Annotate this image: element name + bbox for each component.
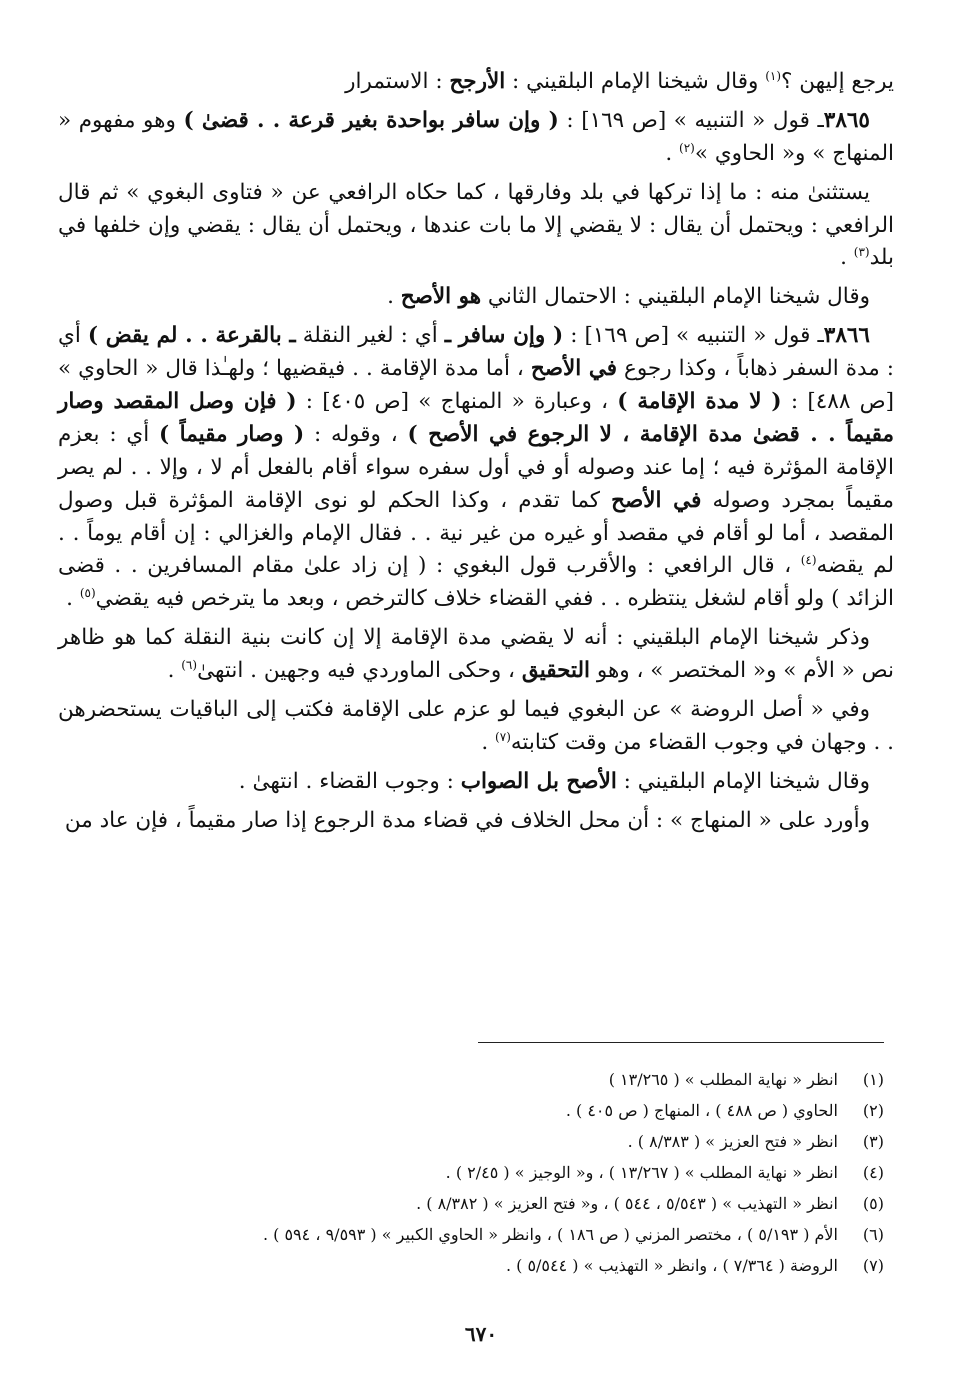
text-run: : وجوب القضاء . انتهىٰ . <box>238 768 461 794</box>
footnote-number: (٦) <box>862 1225 884 1244</box>
footnote-separator <box>478 1042 884 1043</box>
footnote-text: الحاوي ( ص ٤٨٨ ) ، المنهاج ( ص ٤٠٥ ) . <box>565 1101 838 1120</box>
text-run: كما تقدم ، وكذا الحكم لو نوى الإقامة المؤثرة قبل وصول المقصد ، أما لو أقام في مقصد أو غيره من غير نية . . فقال الإمام والغزالي : إن أقام يوماً . . لم يقضه <box>58 487 894 579</box>
text-run: ، وعبارة « المنهاج » [ص ٤٠٥] : <box>296 389 618 415</box>
footnote <box>58 1064 884 1095</box>
footnote-text: الأم ( ٥/١٩٣ ) ، مختصر المزني ( ص ١٨٦ ) ، وانظر « الحاوي الكبير » ( ٩/٥٩٣ ، ٥٩٤ ) . <box>262 1225 838 1244</box>
bold-term: التحقيق <box>521 658 591 684</box>
quoted-text: ( لا مدة الإقامة ) <box>617 389 782 415</box>
footnote <box>58 1250 884 1281</box>
text-run: يستثنىٰ منه : ما إذا تركها في بلد وفارقها ، كما حكاه الرافعي عن « فتاوى البغوي » ثم قال الرافعي : ويحتمل أن يقال : لا يقضي إلا ما بات عندها ، ويحتمل أن يقال : يقضي وإن خلفها في بلد <box>58 179 894 271</box>
text-run: ـ قول « التنبيه » [ص ١٦٩] : <box>558 107 824 133</box>
bold-term: الأصح بل الصواب <box>460 768 617 794</box>
quoted-text: ( وإن سافر بواحدة بغير قرعة . . قضىٰ ) <box>183 107 559 133</box>
text-run: أي : مدة السفر ذهاباً ، وكذا رجوع <box>58 323 894 382</box>
footnote <box>58 1095 884 1126</box>
main-text <box>58 66 894 844</box>
text-run: وقال شيخنا الإمام البلقيني : الاحتمال الثاني <box>481 284 870 310</box>
paragraph <box>58 105 894 171</box>
text-run: ، وحكى الماوردي فيه وجهين . انتهىٰ <box>197 658 522 684</box>
text-run: . <box>481 729 496 755</box>
footnote-text: انظر « التهذيب » ( ٥/٥٤٣ ، ٥٤٤ ) ، و« فتح العزيز » ( ٨/٣٨٢ ) . <box>416 1194 838 1213</box>
footnote-text: انظر « نهاية المطلب » ( ١٣/٢٦٥ ) <box>608 1070 838 1089</box>
footnote-ref[interactable]: (٤) <box>800 553 817 568</box>
paragraph <box>58 177 894 276</box>
quoted-text: ( فإن وصل المقصد وصار مقيماً . . قضىٰ مدة الإقامة ، لا الرجوع في الأصح ) <box>58 389 894 447</box>
footnote-number: (٧) <box>862 1256 884 1275</box>
footnote-number: (٥) <box>862 1194 884 1213</box>
text-run: . <box>387 284 401 310</box>
quoted-text: ـ بالقرعة . . لم يقض ) <box>87 323 296 349</box>
footnote-number: (١) <box>862 1070 884 1089</box>
text-run: . <box>840 245 854 271</box>
bold-term: في الأصح <box>611 487 702 513</box>
footnote <box>58 1219 884 1250</box>
text-run: وهو مفهوم « المنهاج » و« الحاوي » <box>58 107 894 166</box>
footnote-ref[interactable]: (٥) <box>79 586 96 601</box>
paragraph <box>58 66 894 99</box>
footnote-number: (٢) <box>862 1101 884 1120</box>
footnote-text: انظر « فتح العزيز » ( ٨/٣٨٣ ) . <box>627 1132 838 1151</box>
text-run: : الاستمرار <box>345 69 450 94</box>
footnote-ref[interactable]: (٦) <box>181 657 198 672</box>
footnote <box>58 1188 884 1219</box>
footnote <box>58 1126 884 1157</box>
footnote-number: (٣) <box>862 1132 884 1151</box>
text-run: وفي « أصل الروضة » عن البغوي فيما لو عزم على الإقامة فكتب إلى الباقيات يستحضرهن . . وجهان في وجوب القضاء من وقت كتابته <box>58 697 894 755</box>
footnote <box>58 1157 884 1188</box>
paragraph <box>58 281 894 314</box>
bold-term: في الأصح <box>530 356 618 382</box>
footnotes <box>58 1064 884 1281</box>
footnote-ref[interactable]: (٧) <box>495 729 511 744</box>
text-run: أي : بعزم الإقامة المؤثرة فيه ؛ إما عند وصوله أو في أول سفره سواء أقام بالفعل أم لا ، وإلا . . لم يصر مقيماً بمجرد وصوله <box>58 421 894 513</box>
text-run: يرجع إليهن ؟ <box>781 69 894 94</box>
text-run: أي : لغير النقلة <box>295 323 445 349</box>
footnote-ref[interactable]: (٣) <box>853 245 870 260</box>
paragraph <box>58 694 894 760</box>
text-run: وأورد على « المنهاج » : أن محل الخلاف في قضاء مدة الرجوع إذا صار مقيماً ، فإن عاد من <box>64 807 870 833</box>
footnote-number: (٤) <box>862 1163 884 1182</box>
text-run: ، أما مدة الإقامة . . فيقضيها ؛ ولهـٰذا قال « الحاوي » [ص ٤٨٨] : <box>58 356 894 415</box>
text-run: وقال شيخنا الإمام البلقيني : <box>616 768 870 794</box>
text-run: . <box>167 658 182 684</box>
text-run: وذكر شيخنا الإمام البلقيني : أنه لا يقضي مدة الإقامة إلا إن كانت بنية النقلة كما هو ظاهر نص « الأم » و« المختصر » ، وهو <box>58 625 894 684</box>
paragraph <box>58 320 894 616</box>
issue-number: ٣٨٦٦ <box>823 323 870 349</box>
footnote-ref[interactable]: (١) <box>765 68 782 83</box>
bold-term: الأرجح <box>449 69 506 94</box>
text-run: . <box>66 586 80 612</box>
footnote-ref[interactable]: (٢) <box>679 140 695 155</box>
quoted-text: ( وإن سافر ـ <box>444 323 564 349</box>
paragraph <box>58 766 894 799</box>
text-run: ، وقوله : <box>304 421 408 447</box>
text-run: وقال شيخنا الإمام البلقيني : <box>505 69 766 94</box>
issue-number: ٣٨٦٥ <box>823 107 870 133</box>
text-run: ، قال الرافعي : والأقرب قول البغوي : ( إن زاد علىٰ مقام المسافرين . . قضى الزائد ) ولو أقام لشغل ينتظره . . ففي القضاء خلاف كالترخص ، وبعد ما يترخص فيه يقضي <box>58 553 894 612</box>
page-number: ٦٧٠ <box>464 1322 498 1346</box>
quoted-text: ( وصار مقيماً ) <box>159 421 305 447</box>
footnote-text: انظر « نهاية المطلب » ( ١٣/٢٦٧ ) ، و« الوجيز » ( ٢/٤٥ ) . <box>445 1163 838 1182</box>
text-run: . <box>665 140 680 166</box>
bold-term: هو الأصح <box>400 284 482 310</box>
paragraph <box>58 805 894 838</box>
footnote-text: الروضة ( ٧/٣٦٤ ) ، وانظر « التهذيب » ( ٥/٥٤٤ ) . <box>505 1256 838 1275</box>
paragraph <box>58 622 894 688</box>
text-run: ـ قول « التنبيه » [ص ١٦٩] : <box>563 323 824 349</box>
